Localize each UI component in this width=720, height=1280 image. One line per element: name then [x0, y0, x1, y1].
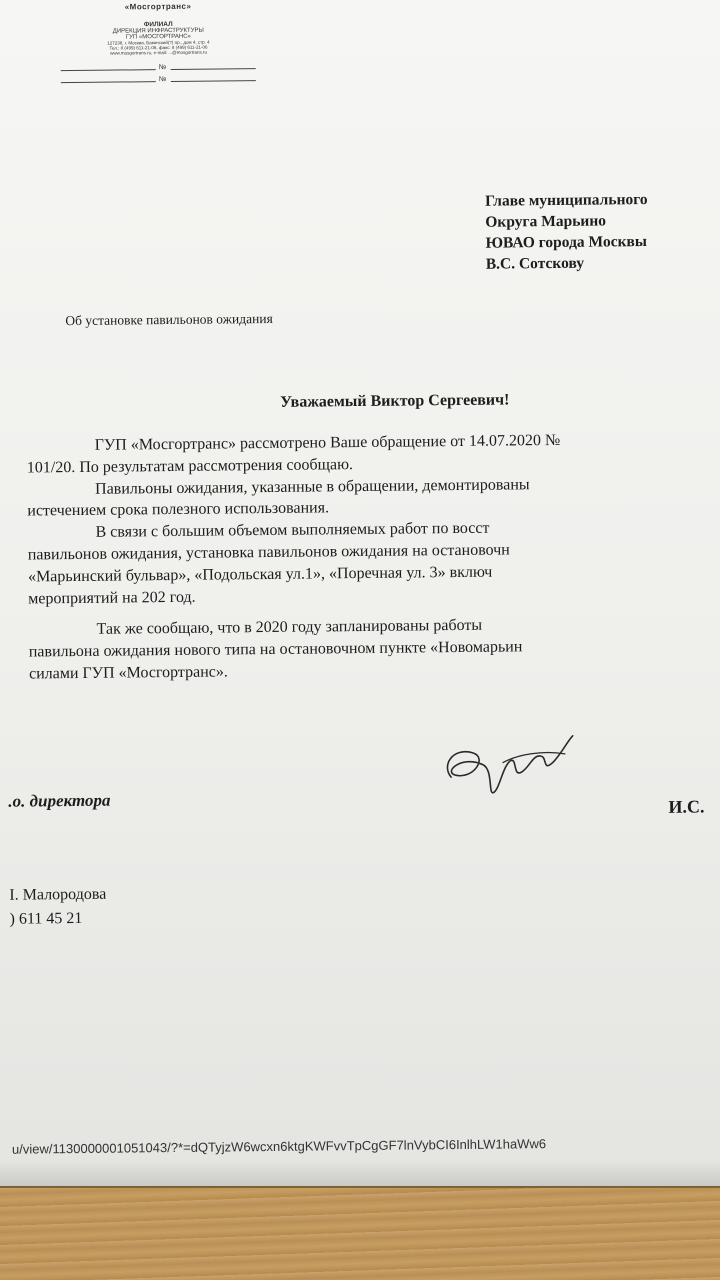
ref-number-sign: № [158, 76, 167, 84]
reg-date-line [61, 69, 156, 71]
letterhead [58, 1, 259, 84]
ref-number-line [171, 80, 256, 82]
letterhead-address: 127238, г. Москва, Бакинский(?) пр., дом 4, стр. 4 [107, 39, 210, 46]
letterhead-brand: «Мосгортранс» [124, 1, 192, 12]
printed-url: u/view/1130000001051043/?*=dQTyjzW6wcxn6ktgKWFvvTpCgGF7lnVybCI6InlhLW1haWw6 [11, 1136, 547, 1157]
executor-phone: ) 611 45 21 [9, 909, 83, 928]
addressee-block [485, 189, 648, 275]
letterhead-web: www.mosgortrans.ru, e-mail: ...@mosgortrans.ru [110, 49, 207, 56]
letterhead-phone: Тел.: 8 (499) 611-21-06, факс: 8 (499) 611-21-06 [109, 44, 208, 51]
body-line-4: истечением срока полезного использования. [27, 499, 330, 520]
addressee-line-1: Главе муниципального [485, 190, 648, 210]
handwritten-signature [433, 724, 584, 806]
body-line-7: «Марьинский бульвар», «Подольская ул.1», «Поречная ул. 3» включ [27, 563, 493, 586]
body-line-8: мероприятий на 202 год. [28, 588, 196, 608]
body-line-5: В связи с большим объемом выполняемых работ по восст [95, 519, 490, 541]
reg-field-2 [61, 71, 261, 85]
letterhead-org: ГУП «МОСГОРТРАНС» [125, 33, 191, 41]
addressee-line-3: ЮВАО города Москвы [485, 233, 648, 252]
addressee-line-4: В.С. Сотскову [485, 254, 585, 273]
addressee-line-2: Округа Марьино [485, 212, 607, 231]
body-line-10: павильона ожидания нового типа на остановочном пункте «Новомарьин [28, 638, 523, 661]
signatory-name: И.С. [668, 796, 705, 817]
body-line-1: ГУП «Мосгортранс» рассмотрено Ваше обращение от 14.07.2020 № [94, 431, 561, 454]
letterhead-reg-fields [61, 59, 261, 85]
signatory-title: .о. директора [8, 790, 111, 811]
reg-number-sign: № [158, 64, 167, 72]
letter-subject: Об установке павильонов ожидания [65, 310, 273, 329]
salutation: Уважаемый Виктор Сергеевич! [280, 391, 510, 411]
executor-block [9, 883, 106, 932]
ref-date-line [61, 81, 156, 83]
letter-body [27, 428, 720, 685]
body-line-2: 101/20. По результатам рассмотрения сообщаю. [26, 455, 354, 477]
wooden-desk [0, 1188, 720, 1280]
body-line-11: силами ГУП «Мосгортранс». [28, 663, 228, 683]
executor-name: I. Малородова [9, 885, 107, 904]
letterhead-directorate: ДИРЕКЦИЯ ИНФРАСТРУКТУРЫ [112, 27, 204, 35]
body-line-3: Павильоны ожидания, указанные в обращении, демонтированы [95, 475, 530, 498]
body-line-9: Так же сообщаю, что в 2020 году запланированы работы [96, 617, 483, 639]
letterhead-branch: ФИЛИАЛ [143, 20, 173, 29]
body-line-6: павильонов ожидания, установка павильонов ожидания на остановочн [27, 541, 510, 564]
reg-number-line [171, 68, 256, 70]
